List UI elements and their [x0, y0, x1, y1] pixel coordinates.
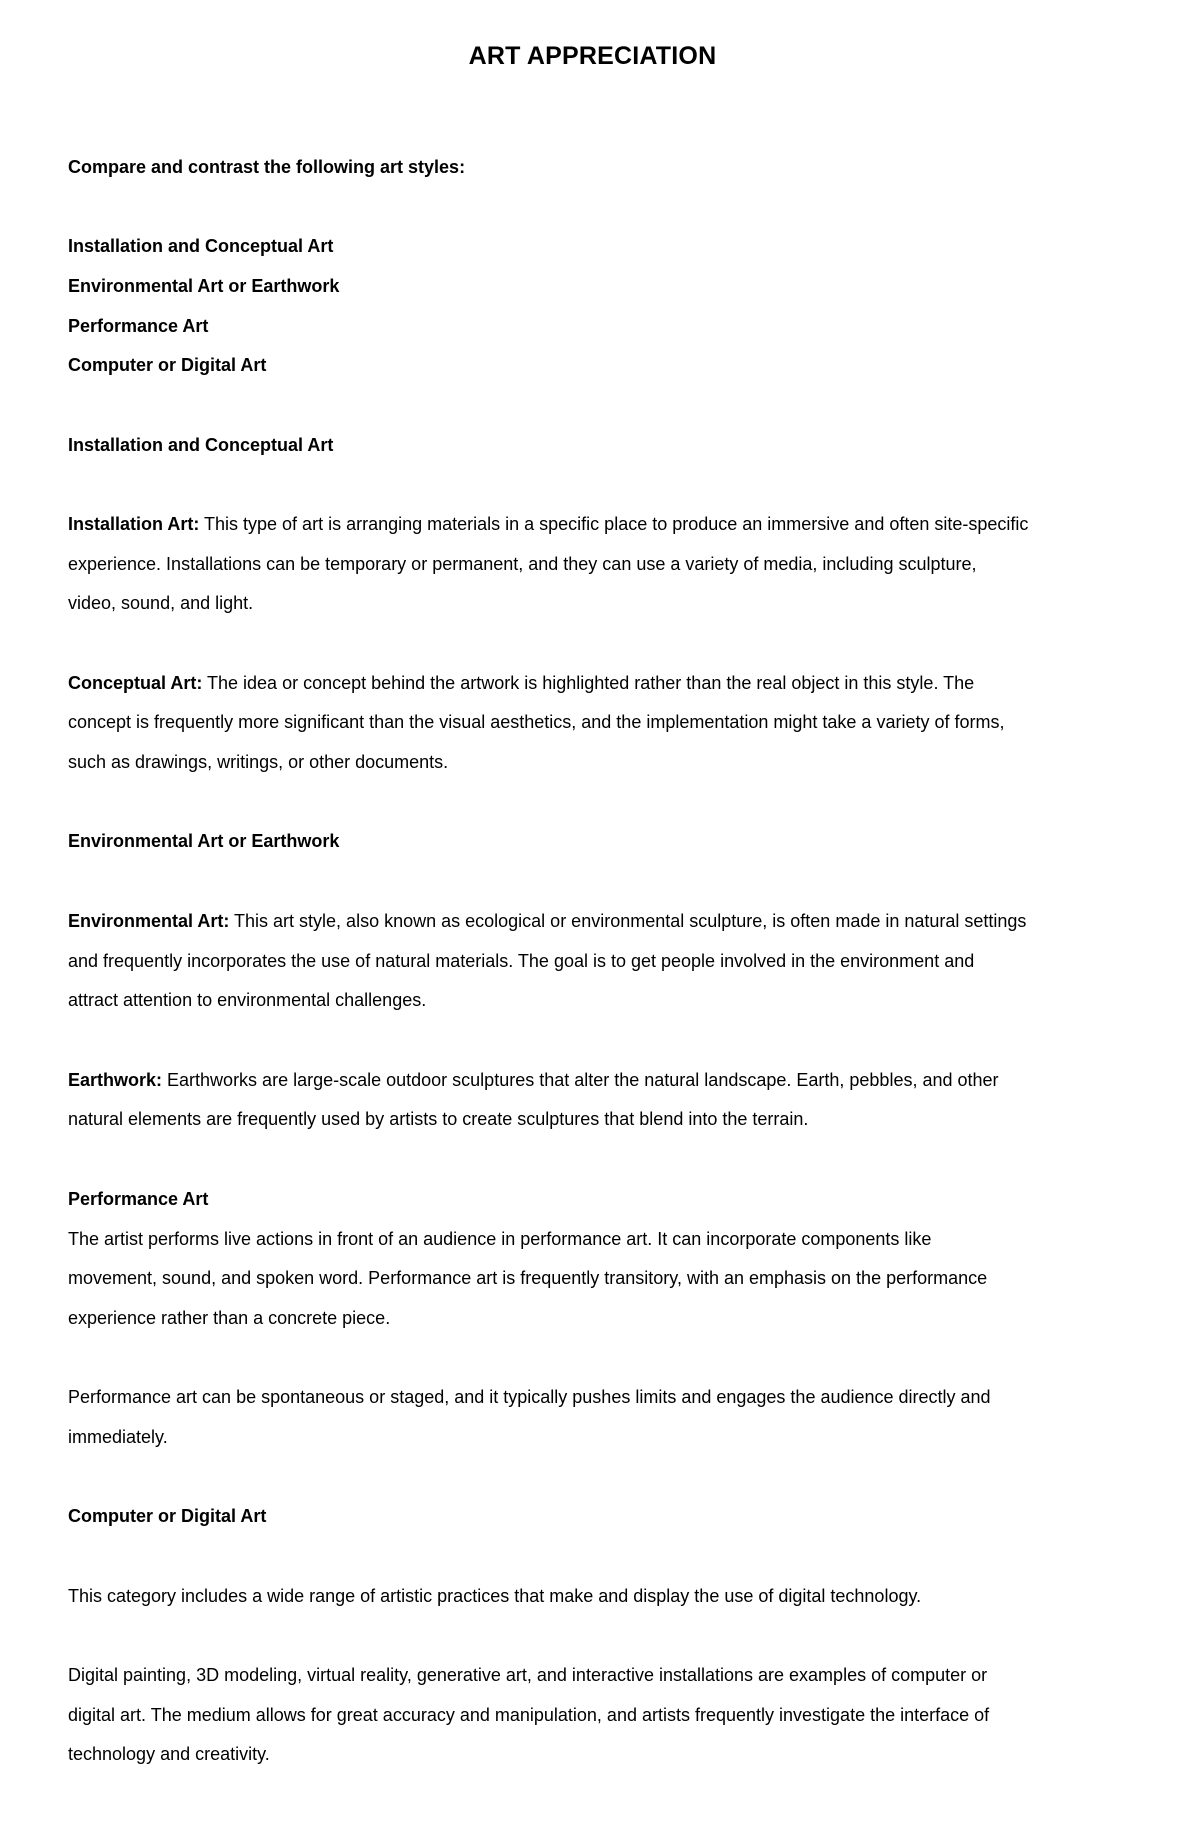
- section-heading-installation-conceptual: Installation and Conceptual Art: [68, 435, 334, 455]
- paragraph-line: experience. Installations can be temporary or permanent, and they can use a variety of media, including sculpture,: [68, 554, 977, 574]
- paragraph-line: experience rather than a concrete piece.: [68, 1308, 391, 1328]
- style-list-item: Installation and Conceptual Art: [68, 236, 334, 256]
- intro-text: Compare and contrast the following art styles:: [68, 157, 466, 177]
- conceptual-art-label: Conceptual Art:: [68, 673, 203, 693]
- paragraph-line: [68, 909, 1026, 933]
- installation-art-label: Installation Art:: [68, 514, 200, 534]
- section-heading-environmental-earthwork: Environmental Art or Earthwork: [68, 831, 340, 851]
- paragraph-line: [68, 1068, 999, 1092]
- paragraph-line: digital art. The medium allows for great accuracy and manipulation, and artists frequently investigate the interface of: [68, 1705, 990, 1725]
- page-title: ART APPRECIATION: [468, 42, 717, 70]
- paragraph-line: such as drawings, writings, or other documents.: [68, 752, 449, 772]
- paragraph-line: technology and creativity.: [68, 1744, 270, 1764]
- paragraph-text: This type of art is arranging materials in a specific place to produce an immersive and often site-specific: [199, 514, 1029, 534]
- paragraph-text: The idea or concept behind the artwork is highlighted rather than the real object in this style. The: [202, 673, 975, 693]
- paragraph-text: Earthworks are large-scale outdoor sculptures that alter the natural landscape. Earth, pebbles, and other: [162, 1070, 999, 1090]
- paragraph-line: [68, 671, 974, 695]
- style-list-item: Environmental Art or Earthwork: [68, 276, 340, 296]
- paragraph-line: Performance art can be spontaneous or staged, and it typically pushes limits and engages the audience directly and: [68, 1387, 991, 1407]
- environmental-art-label: Environmental Art:: [68, 911, 230, 931]
- paragraph-line: attract attention to environmental challenges.: [68, 990, 427, 1010]
- paragraph-line: movement, sound, and spoken word. Performance art is frequently transitory, with an emphasis on the performance: [68, 1268, 988, 1288]
- paragraph-text: This art style, also known as ecological or environmental sculpture, is often made in natural settings: [229, 911, 1027, 931]
- style-list-item: Performance Art: [68, 316, 209, 336]
- paragraph-line: natural elements are frequently used by artists to create sculptures that blend into the terrain.: [68, 1109, 809, 1129]
- style-list-item: Computer or Digital Art: [68, 355, 267, 375]
- earthwork-label: Earthwork:: [68, 1070, 163, 1090]
- paragraph-line: [68, 512, 1028, 536]
- paragraph-line: concept is frequently more significant than the visual aesthetics, and the implementation might take a variety of forms,: [68, 712, 1005, 732]
- paragraph-line: video, sound, and light.: [68, 593, 254, 613]
- paragraph-line: and frequently incorporates the use of natural materials. The goal is to get people involved in the environment and: [68, 951, 975, 971]
- paragraph-line: Digital painting, 3D modeling, virtual reality, generative art, and interactive installations are examples of computer or: [68, 1665, 988, 1685]
- paragraph-line: immediately.: [68, 1427, 168, 1447]
- section-heading-performance: Performance Art: [68, 1189, 209, 1209]
- section-heading-digital: Computer or Digital Art: [68, 1506, 267, 1526]
- paragraph-line: The artist performs live actions in front of an audience in performance art. It can incorporate components like: [68, 1229, 932, 1249]
- paragraph-line: This category includes a wide range of artistic practices that make and display the use of digital technology.: [68, 1586, 922, 1606]
